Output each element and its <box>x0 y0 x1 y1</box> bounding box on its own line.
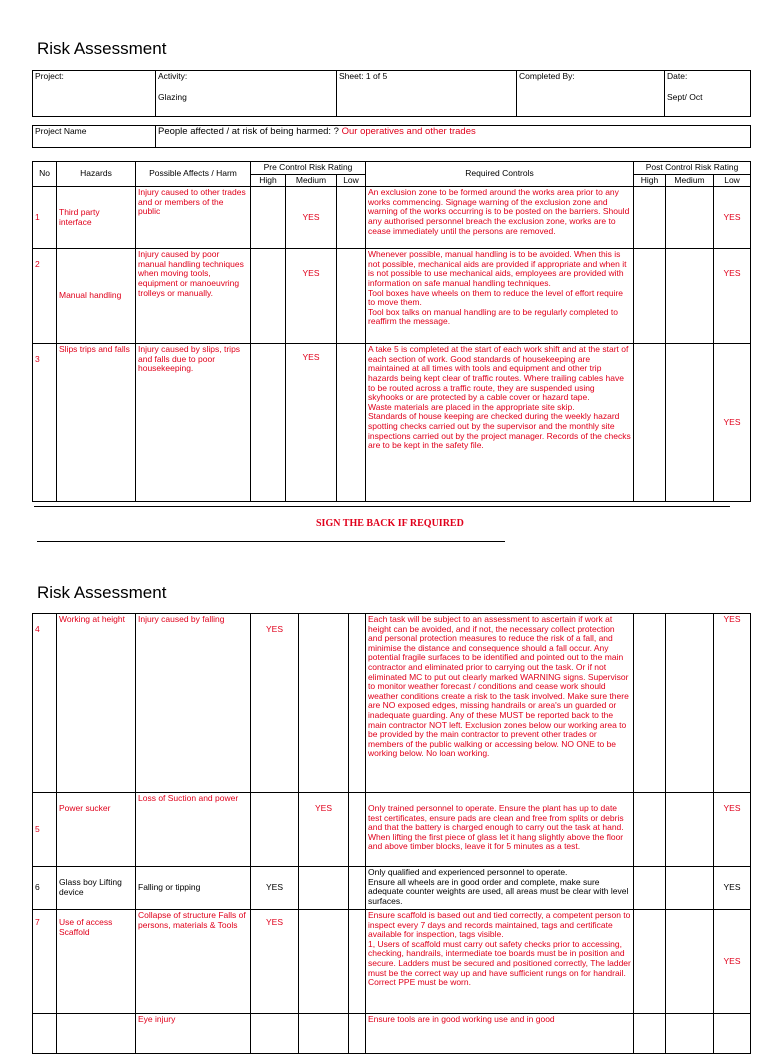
table-row <box>33 867 751 910</box>
post-high-cell <box>634 910 666 1014</box>
controls-cell: Only qualified and experienced personnel to operate. Ensure all wheels are in good order and complete, make sure adequate counter weights are used, all areas must be clear with level surfaces. <box>366 867 634 910</box>
pre-medium-cell: YES <box>286 249 337 344</box>
pre-medium-cell: YES <box>286 187 337 249</box>
pre-low-cell <box>349 867 366 910</box>
header-no: No <box>33 162 57 187</box>
header-pre-medium: Medium <box>286 174 337 187</box>
pre-medium-cell <box>299 910 349 1014</box>
header-pre-control: Pre Control Risk Rating <box>251 162 366 175</box>
pre-low-cell <box>349 614 366 793</box>
pre-low-cell <box>349 793 366 867</box>
row-number: 4 <box>33 614 57 793</box>
table-row <box>33 187 751 249</box>
post-high-cell <box>634 1014 666 1054</box>
signature-line <box>37 541 505 542</box>
header-post-high: High <box>634 174 666 187</box>
hazard-cell: Use of access Scaffold <box>57 910 136 1014</box>
row-number: 2 <box>33 249 57 344</box>
post-medium-cell <box>666 867 714 910</box>
pre-medium-cell <box>299 867 349 910</box>
pre-high-cell <box>251 187 286 249</box>
post-medium-cell <box>666 910 714 1014</box>
post-low-cell: YES <box>714 187 751 249</box>
sign-back-note: SIGN THE BACK IF REQUIRED <box>316 518 464 529</box>
sheet-label: Sheet: 1 of 5 <box>339 71 388 81</box>
harm-cell: Injury caused by poor manual handling techniques when moving tools, equipment or manoeuvring trolleys or manually. <box>136 249 251 344</box>
pre-medium-cell <box>299 1014 349 1054</box>
controls-cell: Ensure scaffold is based out and tied correctly, a competent person to inspect every 7 days and records maintained, tags and certificate available for inspection, tags visible. 1, Users of scaffold must carry out safety checks prior to accessing, checking, handrails, intermediate toe boards must be in position and secure. Ladders must be secured and positioned correctly, The ladder must be the correct way up and have sufficient rungs on for handrail. Correct PPE must be worn. <box>366 910 634 1014</box>
pre-low-cell <box>337 187 366 249</box>
project-info-table <box>32 70 751 117</box>
completed-by-label: Completed By: <box>519 71 575 81</box>
row-number: 6 <box>33 867 57 910</box>
controls-cell: An exclusion zone to be formed around the works area prior to any works commencing. Signage warning of the exclusion zone and warning of the works occurring is to be posted on the barriers. Should any authorised personnel breach the exclusion zone, works are to cease immediately until the persons are removed. <box>366 187 634 249</box>
pre-low-cell <box>349 1014 366 1054</box>
activity-label: Activity: <box>158 71 188 81</box>
date-label: Date: <box>667 71 688 81</box>
row-number <box>33 1014 57 1054</box>
divider-line <box>34 506 730 507</box>
post-low-cell: YES <box>714 249 751 344</box>
pre-low-cell <box>337 344 366 502</box>
page-title: Risk Assessment <box>37 39 167 58</box>
harm-cell: Loss of Suction and power <box>136 793 251 867</box>
harm-cell: Falling or tipping <box>136 867 251 910</box>
harm-cell: Eye injury <box>136 1014 251 1054</box>
post-medium-cell <box>666 793 714 867</box>
harm-cell: Injury caused by falling <box>136 614 251 793</box>
header-controls: Required Controls <box>366 162 634 187</box>
people-affected-table <box>32 125 751 148</box>
pre-high-cell <box>251 793 299 867</box>
row-number: 5 <box>33 793 57 867</box>
harm-cell: Injury caused to other trades and or members of the public <box>136 187 251 249</box>
table-row <box>33 249 751 344</box>
header-pre-high: High <box>251 174 286 187</box>
post-medium-cell <box>666 614 714 793</box>
date-cell <box>665 71 751 117</box>
post-high-cell <box>634 614 666 793</box>
header-effects: Possible Affects / Harm <box>136 162 251 187</box>
post-low-cell: YES <box>714 614 751 793</box>
hazard-cell <box>57 1014 136 1054</box>
header-post-control: Post Control Risk Rating <box>634 162 751 175</box>
pre-high-cell <box>251 249 286 344</box>
post-low-cell: YES <box>714 867 751 910</box>
table-row <box>33 793 751 867</box>
post-high-cell <box>634 344 666 502</box>
project-label: Project: <box>35 71 64 81</box>
hazard-cell: Slips trips and falls <box>57 344 136 502</box>
controls-cell: Whenever possible, manual handling is to be avoided. When this is not possible, mechanical aids are provided if appropriate and when it is not possible to use mechanical aids, employees are provided with information on safe manual handling techniques. Tool boxes have wheels on them to reduce the level of effort require to move them. Tool box talks on manual handling are to be regularly completed to reaffirm the message. <box>366 249 634 344</box>
pre-high-cell: YES <box>251 867 299 910</box>
completed-by-cell <box>517 71 665 117</box>
hazard-cell: Power sucker <box>57 793 136 867</box>
header-pre-low: Low <box>337 174 366 187</box>
pre-high-cell <box>251 1014 299 1054</box>
header-post-medium: Medium <box>666 174 714 187</box>
post-high-cell <box>634 187 666 249</box>
project-name-cell <box>33 126 156 148</box>
post-low-cell: YES <box>714 344 751 502</box>
table-row <box>33 614 751 793</box>
harm-cell: Collapse of structure Falls of persons, materials & Tools <box>136 910 251 1014</box>
activity-cell <box>156 71 337 117</box>
people-affected-label: People affected / at risk of being harmed: ? <box>158 126 342 137</box>
pre-medium-cell <box>299 614 349 793</box>
date-value: Sept/ Oct <box>667 91 703 102</box>
post-low-cell: YES <box>714 910 751 1014</box>
controls-cell: A take 5 is completed at the start of each work shift and at the start of each section of work. Good standards of housekeeping are maintained at all times with tools and equipment and other trip hazards being kept clear of traffic routes. Where trailing cables have to be routed across a traffic route, they are suspended using skyhooks or are protected by a cable cover or hazard tape. Waste materials are placed in the appropriate site skip. Standards of house keeping are checked during the weekly hazard spotting checks carried out by the supervisor and the monthly site inspections carried out by the project manager. Records of the checks are to be kept in the safety file. <box>366 344 634 502</box>
people-affected-cell <box>156 126 751 148</box>
post-high-cell <box>634 867 666 910</box>
people-affected-value: Our operatives and other trades <box>341 126 476 137</box>
post-medium-cell <box>666 1014 714 1054</box>
controls-cell: Ensure tools are in good working use and in good <box>366 1014 634 1054</box>
risk-table-2 <box>32 613 751 1054</box>
header-hazards: Hazards <box>57 162 136 187</box>
pre-medium-cell: YES <box>299 793 349 867</box>
sheet-cell <box>337 71 517 117</box>
activity-value: Glazing <box>158 91 187 102</box>
pre-low-cell <box>349 910 366 1014</box>
pre-high-cell <box>251 344 286 502</box>
table-row <box>33 910 751 1014</box>
post-high-cell <box>634 793 666 867</box>
table-row <box>33 344 751 502</box>
hazard-cell: Manual handling <box>57 249 136 344</box>
hazard-cell: Working at height <box>57 614 136 793</box>
pre-low-cell <box>337 249 366 344</box>
post-medium-cell <box>666 249 714 344</box>
table-row <box>33 1014 751 1054</box>
controls-cell: Only trained personnel to operate. Ensure the plant has up to date test certificates, ensure pads are clean and free from splits or debris and that the battery is charged enough to carry out the task at hand. When lifting the first piece of glass let it hang slightly above the floor and above timber blocks, leave it for 5 minutes as a test. <box>366 793 634 867</box>
header-post-low: Low <box>714 174 751 187</box>
pre-high-cell: YES <box>251 910 299 1014</box>
pre-high-cell: YES <box>251 614 299 793</box>
post-medium-cell <box>666 344 714 502</box>
post-low-cell <box>714 1014 751 1054</box>
row-number: 3 <box>33 344 57 502</box>
hazard-cell: Third party interface <box>57 187 136 249</box>
row-number: 1 <box>33 187 57 249</box>
harm-cell: Injury caused by slips, trips and falls due to poor housekeeping. <box>136 344 251 502</box>
project-cell <box>33 71 156 117</box>
post-medium-cell <box>666 187 714 249</box>
hazard-cell: Glass boy Lifting device <box>57 867 136 910</box>
page-title-2: Risk Assessment <box>37 583 167 602</box>
pre-medium-cell: YES <box>286 344 337 502</box>
row-number: 7 <box>33 910 57 1014</box>
project-name-label: Project Name <box>35 126 87 136</box>
controls-cell: Each task will be subject to an assessment to ascertain if work at height can be avoided, and if not, the necessary collect protection and personal protection measures to reduce the risk of a fall, and minimise the distance and consequence should a fall occur. Any potential fragile surfaces to be identified and pointed out to the main contractor and eliminated prior to carrying out the task. Or if not eliminated MC to put out clearly marked WARNING signs. Supervisor to monitor weather forecast / conditions and cease work should weather conditions create a risk to the task involved. Make sure there are NO exposed edges, missing handrails or area's un guarded or inadequate guarding. Any of these MUST be reported back to the main contractor NOT left. Exclusion zones below our working area to be provided by the main contractor to prevent other trades or members of the public walking or accessing below. NO ONE to be working below. No loan working. <box>366 614 634 793</box>
risk-table-1 <box>32 161 751 502</box>
post-high-cell <box>634 249 666 344</box>
post-low-cell: YES <box>714 793 751 867</box>
